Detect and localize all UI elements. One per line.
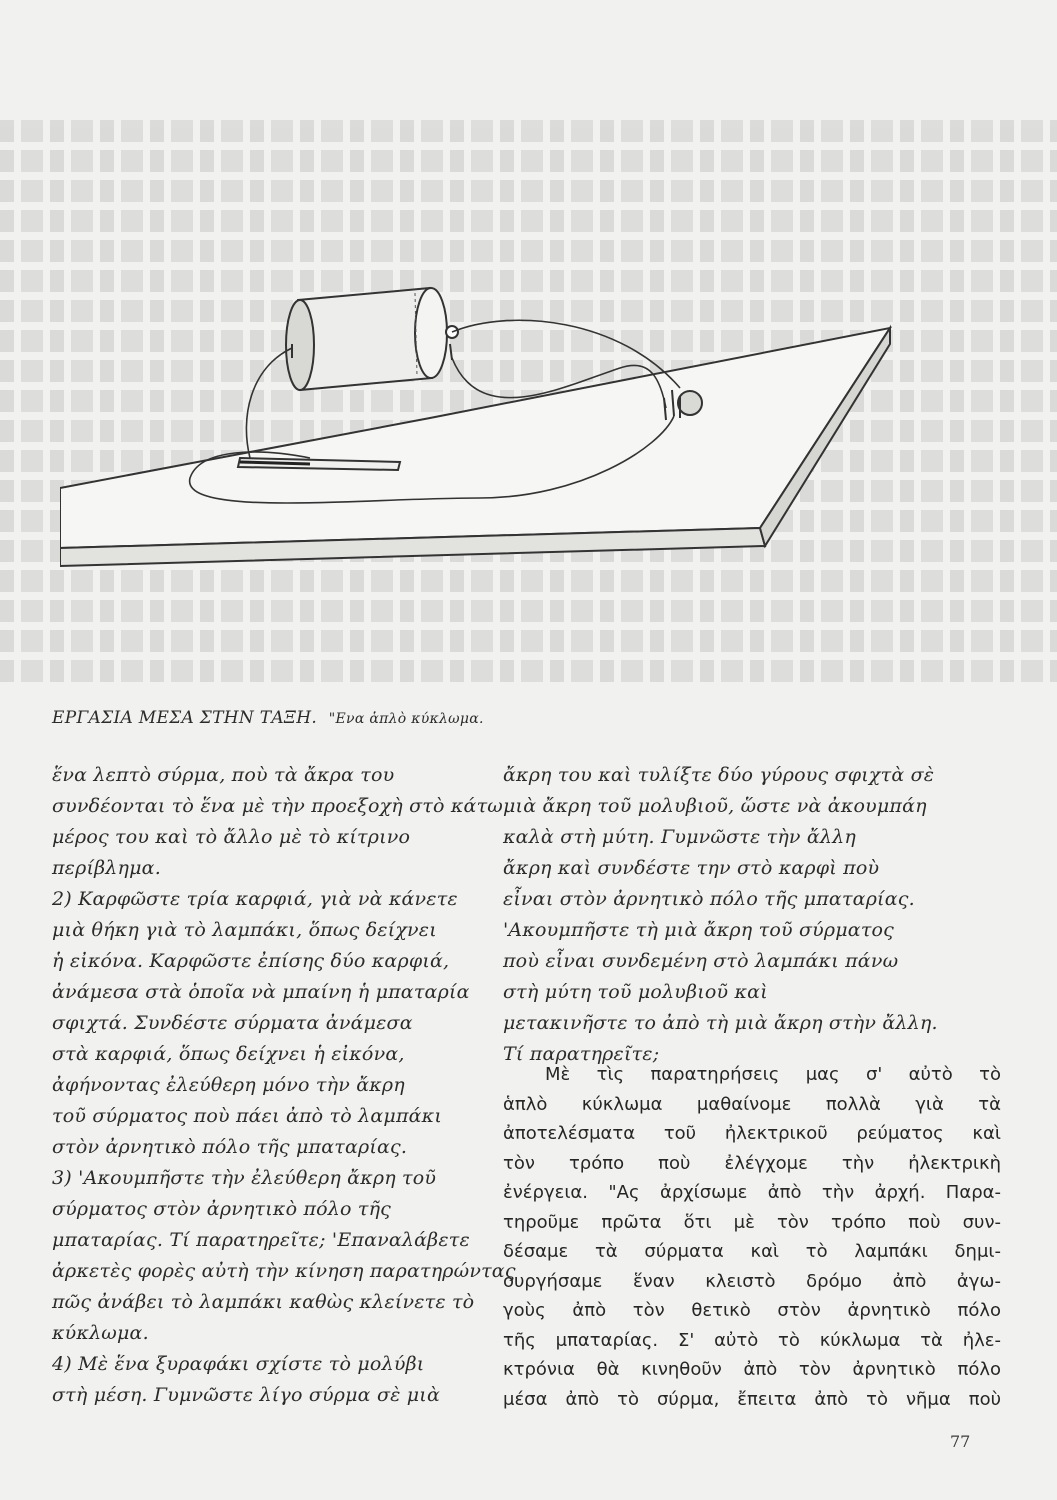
right-column-body bbox=[503, 1060, 1001, 1414]
caption-label: ΕΡΓΑΣΙΑ ΜΕΣΑ ΣΤΗΝ ΤΑΞΗ. bbox=[52, 708, 318, 728]
text-line: στὴ μύτη τοῦ μολυβιοῦ καὶ bbox=[503, 981, 768, 1003]
text-line: ἕνα λεπτὸ σύρμα, ποὺ τὰ ἄκρα του bbox=[52, 764, 395, 786]
text-line: μιὰ θήκη γιὰ τὸ λαμπάκι, ὅπως δείχνει bbox=[52, 919, 437, 941]
text-line: καλὰ στὴ μύτη. Γυμνῶστε τὴν ἄλλη bbox=[503, 826, 857, 848]
text-line: μιὰ ἄκρη τοῦ μολυβιοῦ, ὥστε νὰ ἀκουμπάη bbox=[503, 795, 927, 817]
text-line: 2) Καρφῶστε τρία καρφιά, γιὰ νὰ κάνετε bbox=[52, 888, 458, 910]
text-line: στὴ μέση. Γυμνῶστε λίγο σύρμα σὲ μιὰ bbox=[52, 1384, 440, 1406]
text-line: ἀνάμεσα στὰ ὁποῖα νὰ μπαίνη ἡ μπαταρία bbox=[52, 981, 470, 1003]
text-line: τηροῦμε πρῶτα ὅτι μὲ τὸν τρόπο ποὺ συν- bbox=[503, 1211, 1001, 1233]
text-line: μέρος του καὶ τὸ ἄλλο μὲ τὸ κίτρινο bbox=[52, 826, 411, 848]
text-line: ουργήσαμε ἕναν κλειστὸ δρόμο ἀπὸ ἀγω- bbox=[503, 1270, 1001, 1292]
figure-caption bbox=[52, 708, 484, 728]
circuit-illustration bbox=[60, 248, 920, 568]
text-line: κτρόνια θὰ κινηθοῦν ἀπὸ τὸν ἀρνητικὸ πόλο bbox=[503, 1359, 1001, 1380]
text-line: τοῦ σύρματος ποὺ πάει ἀπὸ τὸ λαμπάκι bbox=[52, 1105, 442, 1127]
text-line: τὸν τρόπο ποὺ ἐλέγχομε τὴν ἠλεκτρικὴ bbox=[503, 1152, 1001, 1174]
text-line: εἶναι στὸν ἀρνητικὸ πόλο τῆς μπαταρίας. bbox=[503, 888, 915, 910]
text-line: ἐνέργεια. "Ας ἀρχίσωμε ἀπὸ τὴν ἀρχή. Παρα- bbox=[503, 1182, 1001, 1203]
text-line: 'Ακουμπῆστε τὴ μιὰ ἄκρη τοῦ σύρματος bbox=[503, 919, 895, 941]
text-line: δέσαμε τὰ σύρματα καὶ τὸ λαμπάκι δημι- bbox=[503, 1241, 1001, 1262]
text-line: ἡ εἰκόνα. Καρφῶστε ἐπίσης δύο καρφιά, bbox=[52, 950, 450, 972]
battery bbox=[286, 288, 458, 390]
text-line: ἄκρη του καὶ τυλίξτε δύο γύρους σφιχτὰ σὲ bbox=[503, 764, 935, 786]
text-line: περίβλημα. bbox=[52, 857, 161, 879]
text-line: κύκλωμα. bbox=[52, 1322, 149, 1344]
text-line: τῆς μπαταρίας. Σ' αὐτὸ τὸ κύκλωμα τὰ ἠλε- bbox=[503, 1329, 1001, 1351]
page-number: 77 bbox=[950, 1432, 971, 1451]
text-line: 3) 'Ακουμπῆστε τὴν ἐλεύθερη ἄκρη τοῦ bbox=[52, 1167, 437, 1189]
caption-subtitle: "Ενα ἁπλὸ κύκλωμα. bbox=[328, 711, 484, 727]
text-line: 4) Μὲ ἕνα ξυραφάκι σχίστε τὸ μολύβι bbox=[52, 1353, 425, 1375]
text-line: ἀφήνοντας ἐλεύθερη μόνο τὴν ἄκρη bbox=[52, 1074, 405, 1096]
text-line: μέσα ἀπὸ τὸ σύρμα, ἔπειτα ἀπὸ τὸ νῆμα ποὺ bbox=[503, 1388, 1001, 1410]
left-column bbox=[52, 760, 516, 1411]
right-column-instructions bbox=[503, 760, 988, 1070]
text-line: Μὲ τὶς παρατηρήσεις μας σ' αὐτὸ τὸ bbox=[545, 1064, 1001, 1085]
text-line: σφιχτά. Συνδέστε σύρματα ἀνάμεσα bbox=[52, 1012, 413, 1034]
board-top bbox=[60, 328, 890, 548]
text-line: Τί παρατηρεῖτε; bbox=[503, 1043, 660, 1065]
text-line: γοὺς ἀπὸ τὸν θετικὸ στὸν ἀρνητικὸ πόλο bbox=[503, 1300, 1001, 1321]
text-line: πῶς ἀνάβει τὸ λαμπάκι καθὼς κλείνετε τὸ bbox=[52, 1291, 475, 1313]
text-line: στὸν ἀρνητικὸ πόλο τῆς μπαταρίας. bbox=[52, 1136, 408, 1158]
text-line: στὰ καρφιά, ὅπως δείχνει ἡ εἰκόνα, bbox=[52, 1043, 405, 1065]
text-line: ἄκρη καὶ συνδέστε την στὸ καρφὶ ποὺ bbox=[503, 857, 880, 879]
text-line: ἀποτελέσματα τοῦ ἠλεκτρικοῦ ρεύματος καὶ bbox=[503, 1123, 1001, 1144]
text-line: ἁπλὸ κύκλωμα μαθαίνομε πολλὰ γιὰ τὰ bbox=[503, 1093, 1001, 1115]
text-line: μπαταρίας. Τί παρατηρεῖτε; 'Επαναλάβετε bbox=[52, 1229, 470, 1251]
text-line: ποὺ εἶναι συνδεμένη στὸ λαμπάκι πάνω bbox=[503, 950, 899, 972]
text-line: συνδέονται τὸ ἕνα μὲ τὴν προεξοχὴ στὸ κάτω bbox=[52, 795, 503, 817]
text-line: μετακινῆστε το ἀπὸ τὴ μιὰ ἄκρη στὴν ἄλλη. bbox=[503, 1012, 938, 1034]
text-line: σύρματος στὸν ἀρνητικὸ πόλο τῆς bbox=[52, 1198, 392, 1220]
text-line: ἀρκετὲς φορὲς αὐτὴ τὴν κίνηση παρατηρώντας bbox=[52, 1260, 516, 1282]
